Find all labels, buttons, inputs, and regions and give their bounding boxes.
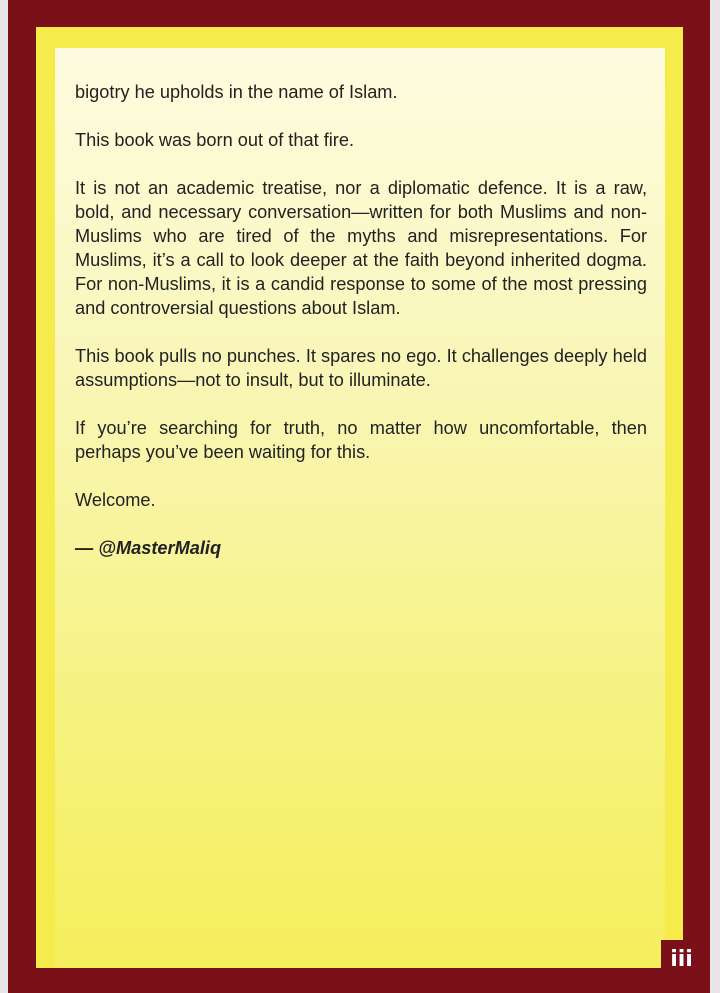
paragraph-2: This book was born out of that fire.: [75, 130, 355, 150]
paragraph-3: It is not an academic treatise, nor a diplomatic defence. It is a raw, bold, and necessary conversation—written for both Muslims and non-Muslims who are tired of the myths and misrepresentations. For Muslims, it’s a call to look deeper at the faith beyond inherited dogma. For non-Muslims, it is a candid response to some of the most pressing and controversial questions about Islam.: [75, 178, 647, 318]
paragraph-5: If you’re searching for truth, no matter how uncomfortable, then perhaps you’ve been waiting for this.: [75, 418, 647, 462]
paragraph-6: Welcome.: [75, 490, 156, 510]
page-number-badge: iii: [661, 940, 702, 980]
paragraph-4: This book pulls no punches. It spares no ego. It challenges deeply held assumptions—not to insult, but to illuminate.: [75, 346, 647, 390]
author-signature: — @MasterMaliq: [75, 538, 222, 558]
paragraph-1: bigotry he upholds in the name of Islam.: [75, 82, 398, 102]
book-text: [75, 80, 647, 584]
